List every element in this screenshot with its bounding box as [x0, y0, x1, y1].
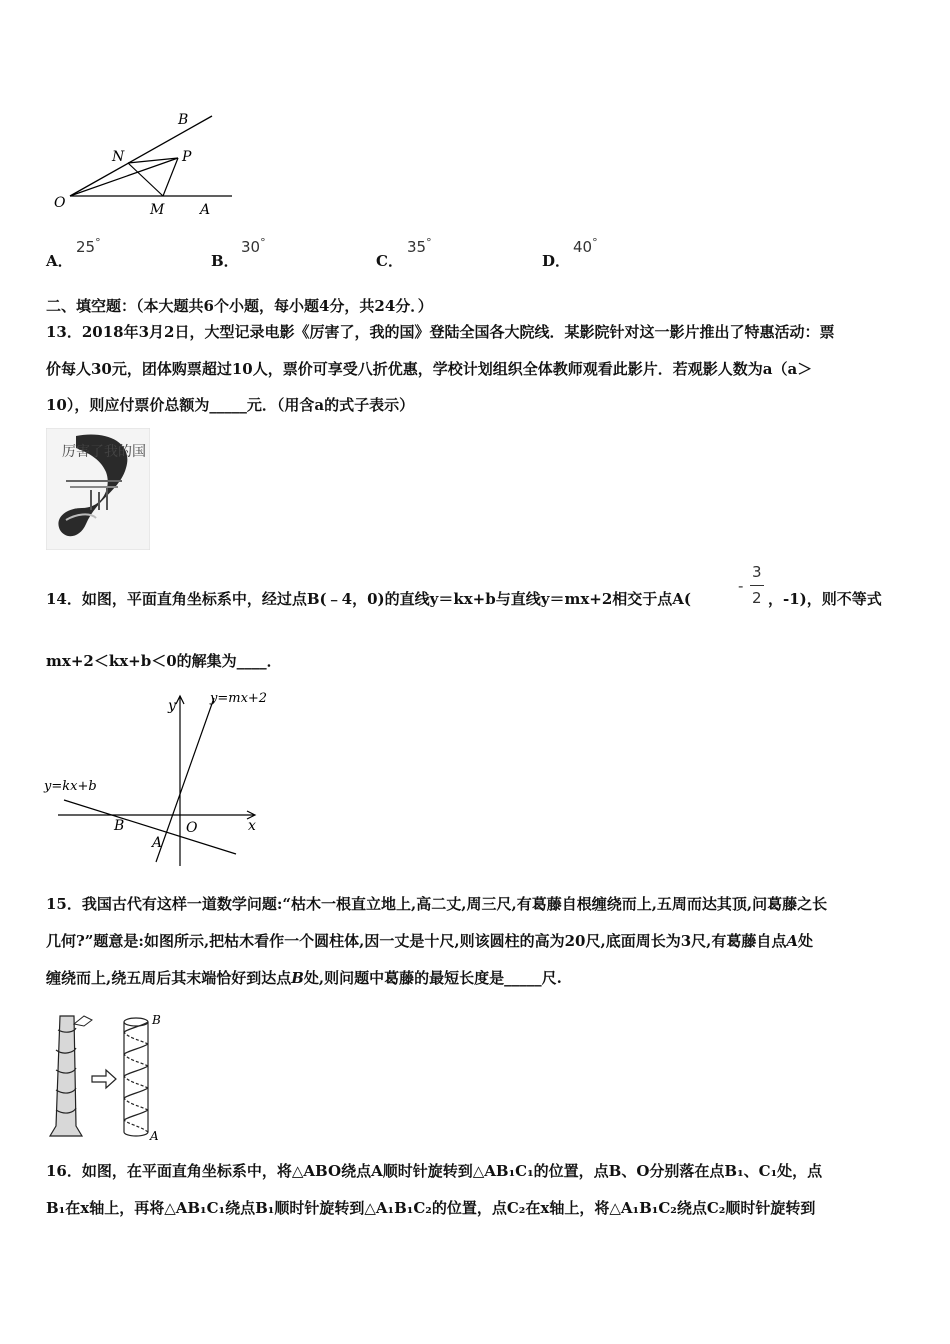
movie-poster-image [46, 428, 150, 550]
q14-line-1 [46, 589, 691, 609]
tree-trunk [50, 1016, 82, 1136]
q14-line-2: mx+2＜kx+b＜0的解集为____． [46, 652, 282, 670]
option-a-value[interactable]: 25° [76, 236, 101, 256]
poster-title: 厉害了我的国 [62, 444, 146, 460]
label-x: x [248, 818, 256, 834]
label-A: A [152, 835, 163, 851]
label-A: A [150, 1129, 159, 1142]
label-line-mx: y=mx+2 [210, 691, 268, 706]
q15-tree-cylinder-figure [44, 1006, 174, 1142]
option-d-letter: D． [542, 252, 571, 270]
segment-NM [128, 163, 163, 196]
label-y: y [168, 698, 176, 714]
q15-line-2: 几何?”题意是:如图所示,把枯木看作一个圆柱体,因一丈是十尺,则该圆柱的高为20尺,底面周长为3尺,有葛藤自点A处 [46, 932, 814, 950]
label-line-kx: y=kx+b [44, 779, 97, 794]
arrow-right-icon [92, 1070, 116, 1088]
label-N: N [112, 149, 125, 165]
q15-line-3: 缠绕而上,绕五周后其末端恰好到达点B处,则问题中葛藤的最短长度是_____尺. [46, 969, 562, 987]
section-heading: 二、填空题：（本大题共6个小题，每小题4分，共24分．） [46, 297, 433, 315]
label-A: A [200, 202, 211, 218]
option-d-value[interactable]: 40° [573, 236, 598, 256]
option-b-letter: B． [211, 252, 239, 270]
fraction-denominator: 2 [752, 589, 762, 607]
leaf-icon [74, 1016, 92, 1026]
q12-angle-figure [48, 110, 248, 222]
label-M: M [150, 202, 165, 218]
q15-line-1: 15．我国古代有这样一道数学问题:“枯木一根直立地上,高二丈,周三尺,有葛藤自根缠绕而上,五周而达其顶,问葛藤之长 [46, 895, 828, 913]
option-b-value[interactable]: 30° [241, 236, 266, 256]
q14-coordinate-graph [40, 684, 280, 868]
option-c-letter: C． [376, 252, 403, 270]
option-c-value[interactable]: 35° [407, 236, 432, 256]
label-P: P [182, 149, 192, 165]
q13-line-2: 价每人30元，团体购票超过10人，票价可享受八折优惠，学校计划组织全体教师观看此影片．若观影人数为a（a＞ [46, 360, 813, 378]
q14-line-1-text: 14．如图，平面直角坐标系中，经过点B(﹣4，0)的直线y＝kx+b与直线y＝mx+2相交于点A( [46, 590, 692, 608]
label-O: O [186, 820, 198, 836]
label-B: B [152, 1013, 161, 1027]
q13-line-1: 13．2018年3月2日，大型记录电影《厉害了，我的国》登陆全国各大院线．某影院针对这一影片推出了特惠活动：票 [46, 323, 835, 341]
label-B: B [114, 818, 125, 834]
q16-line-2: B₁在x轴上，再将△AB₁C₁绕点B₁顺时针旋转到△A₁B₁C₂的位置，点C₂在x轴上，将△A₁B₁C₂绕点C₂顺时针旋转到 [46, 1199, 816, 1217]
q14-line-1-post: ，-1)，则不等式 [768, 590, 882, 608]
fraction-numerator: 3 [752, 563, 762, 581]
option-a-letter: A． [46, 252, 73, 270]
q16-line-1: 16．如图，在平面直角坐标系中，将△ABO绕点A顺时针旋转到△AB₁C₁的位置，点B、O分别落在点B₁、C₁处，点 [46, 1162, 823, 1180]
label-O: O [54, 195, 66, 211]
q13-line-3: 10），则应付票价总额为_____元．（用含a的式子表示） [46, 396, 415, 414]
line-y-kx-plus-b [64, 800, 236, 854]
segment-PM [163, 158, 178, 196]
fraction-bar [750, 585, 764, 586]
label-B: B [178, 112, 189, 128]
fraction-sign: - [738, 577, 744, 595]
